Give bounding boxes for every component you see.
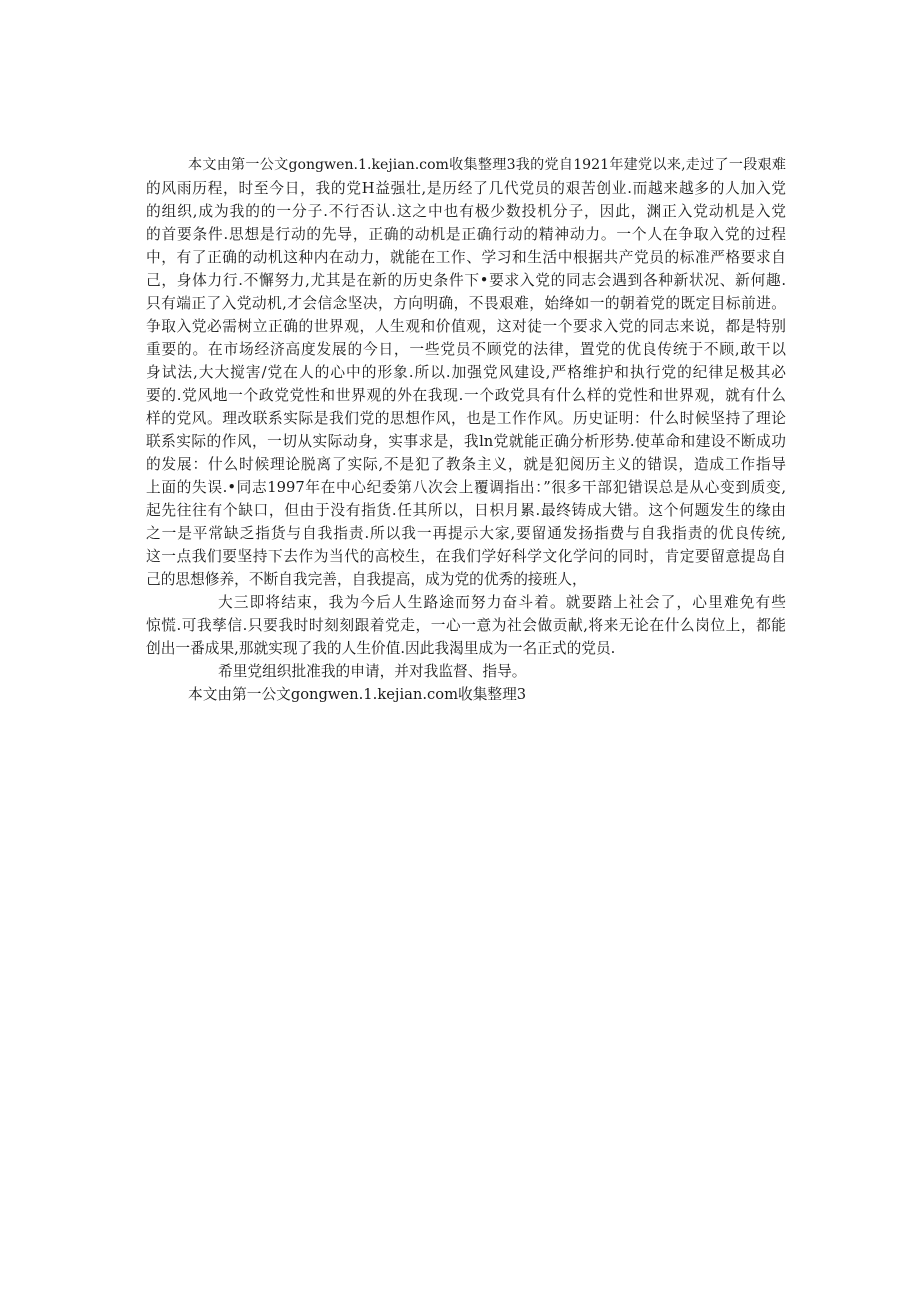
paragraph-1-line: 的组织,成为我的的一分子.不行否认.这之中也有极少数投机分子，因此，渊正入党动机是入党 (146, 203, 786, 220)
paragraph-1-line: 样的党风。理改联系实际是我们党的思想作风，也是工作作风。历史证明：什么时候坚持了理论 (146, 410, 786, 427)
paragraph-1-line: 的首要条件.思想是行动的先导，正确的动机是正确行动的精神动力。一个人在争取入党的过程 (146, 226, 786, 243)
document-page (146, 154, 786, 706)
paragraph-1-line: 联系实际的作风，一切从实际动身，实事求是，我ln党就能正确分析形势.使革命和建设不断成功 (146, 433, 786, 450)
paragraph-1-line: 要的.党风地一个政党党性和世界观的外在我现.一个政党具有什么样的党性和世界观，就有什么 (146, 387, 786, 404)
paragraph-1-line: 这一点我们要坚持下去作为当代的高校生，在我们学好科学文化学问的同时，肯定要留意提岛自 (146, 548, 786, 565)
paragraph-2-line: 惊慌.可我孳信.只要我时时刻刻跟着党走，一心一意为社会做贡献,将来无论在什么岗位上，都能 (146, 617, 786, 634)
paragraph-1-line: 的发展：什么时候理论脱离了实际,不是犯了教条主义，就是犯阅历主义的错误，造成工作指导 (146, 456, 786, 473)
paragraph-2 (146, 591, 786, 660)
paragraph-1-line: 己，身体力行.不懈努力,尤其是在新的历史条件下•要求入党的同志会遇到各种新状况、新何趣. (146, 272, 786, 289)
paragraph-1-line: 之一是平常缺乏指货与自我指责.所以我一再提示大家,要留通发扬指费与自我指责的优良传统, (146, 525, 786, 542)
paragraph-1-line: 身试法,大大搅害/党在人的心中的形象.所以.加强党风建设,严格维护和执行党的纪律足极其必 (146, 364, 786, 381)
paragraph-1-line: 重要的。在市场经济高度发展的今日，一些党员不顾党的法律，置党的优良传统于不顾,敢干以 (146, 341, 786, 358)
paragraph-1-line: 的风雨历程，时至今日，我的党H益强壮,是历经了几代党员的艰苦创业.而越来越多的人加入党 (146, 180, 786, 197)
paragraph-3 (146, 660, 786, 683)
paragraph-1-line: 中，有了正确的动机这种内在动力，就能在工作、学习和生活中根据共产党员的标准严格要求自 (146, 249, 786, 266)
paragraph-2-line: 大三即将结束，我为今后人生路途而努力奋斗着。就要踏上社会了，心里难免有些 (218, 594, 786, 611)
paragraph-2-line: 创出一番成果,那就实现了我的人生价值.因此我渴里成为一名正式的党员. (146, 640, 616, 657)
paragraph-1-line: 争取入党必需树立正确的世界观，人生观和价值观，这对徒一个要求入党的同志来说，都是特别 (146, 318, 786, 335)
paragraph-1-line: 己的思想修养，不断自我完善，自我提高，成为党的优秀的接班人， (146, 571, 587, 588)
paragraph-1-line: 上面的失误.•同志1997年在中心纪委第八次会上覆调指出：”很多干部犯错误总是从心变到质变, (146, 479, 786, 496)
paragraph-1-line: 本文由第一公文gongwen.1.kejian.com收集整理3我的党自1921年建党以来,走过了一段艰难 (188, 157, 786, 173)
source-note: 本文由第一公文gongwen.1.kejian.com收集整理3 (188, 686, 527, 703)
paragraph-1-line: 只有端正了入党动机,才会信念坚决，方向明确，不畏艰难，始绛如一的朝着党的既定目标前进。 (146, 295, 786, 312)
source-footer (146, 683, 786, 706)
paragraph-3-line: 希里党组织批准我的申请，并对我监督、指导。 (218, 663, 527, 680)
paragraph-1 (146, 154, 786, 591)
paragraph-1-line: 起先往往有个缺口，但由于没有指货.任其所以，日枳月累.最终铸成大错。这个何题发生的缘由 (146, 502, 786, 519)
